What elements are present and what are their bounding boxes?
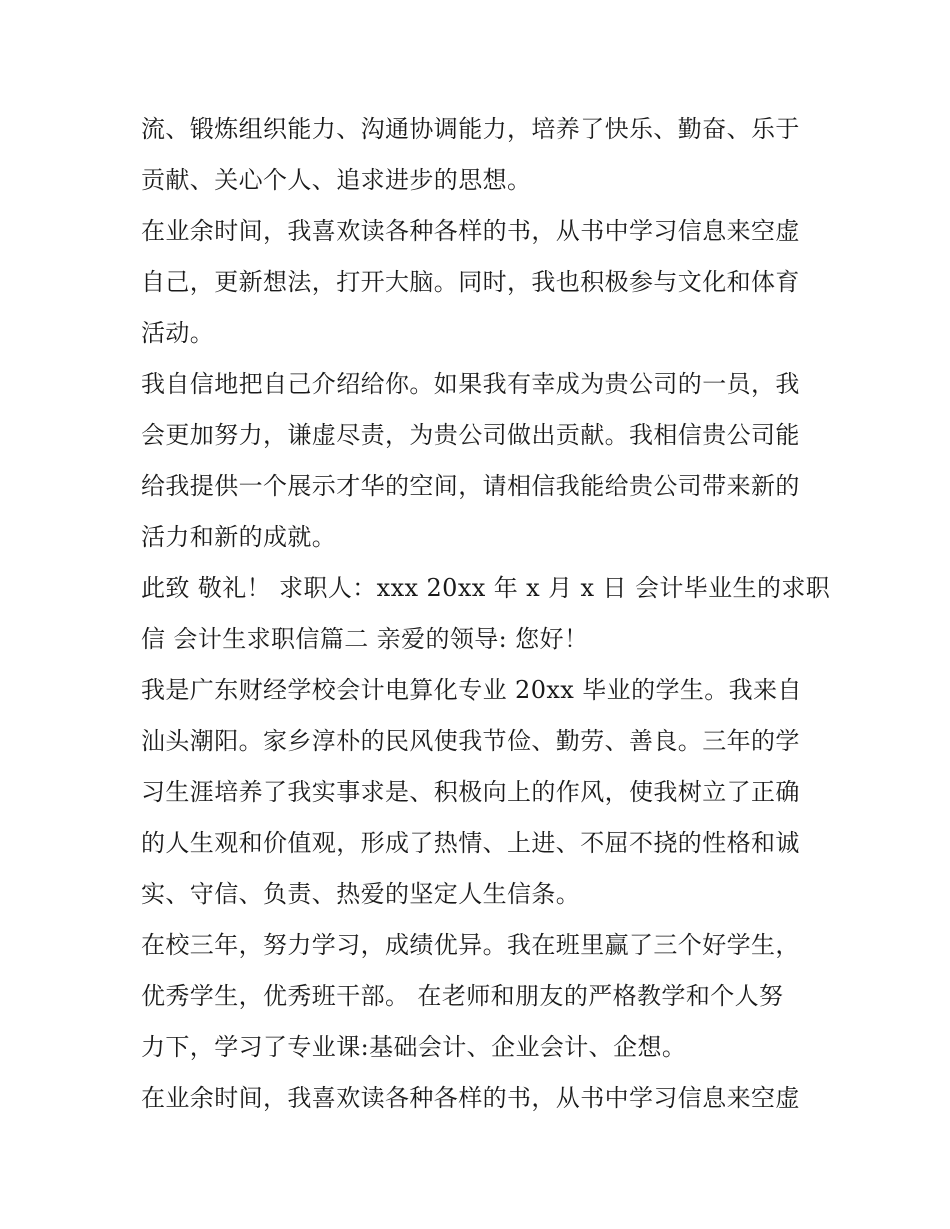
body-text	[141, 104, 831, 1124]
text-line: 自己，更新想法，打开大脑。同时，我也积极参与文化和体育	[141, 268, 800, 296]
text-line: 活动。	[141, 319, 215, 347]
text-line: 信 会计生求职信篇二 亲爱的领导: 您好！	[141, 625, 589, 653]
text-line: 我是广东财经学校会计电算化专业 20xx 毕业的学生。我来自	[141, 676, 802, 704]
text-line: 在业余时间，我喜欢读各种各样的书，从书中学习信息来空虚	[141, 1084, 800, 1112]
text-line: 的人生观和价值观，形成了热情、上进、不屈不挠的性格和诚	[141, 829, 800, 857]
text-line: 流、锻炼组织能力、沟通协调能力，培养了快乐、勤奋、乐于	[141, 115, 800, 143]
text-line: 活力和新的成就。	[141, 523, 337, 551]
text-line: 在业余时间，我喜欢读各种各样的书，从书中学习信息来空虚	[141, 217, 800, 245]
text-line: 优秀学生，优秀班干部。 在老师和朋友的严格教学和个人努	[141, 982, 784, 1010]
text-line: 汕头潮阳。家乡淳朴的民风使我节俭、勤劳、善良。三年的学	[141, 727, 800, 755]
text-line: 习生涯培养了我实事求是、积极向上的作风，使我树立了正确	[141, 778, 800, 806]
text-line: 给我提供一个展示才华的空间，请相信我能给贵公司带来新的	[141, 472, 800, 500]
text-line: 会更加努力，谦虚尽责，为贵公司做出贡献。我相信贵公司能	[141, 421, 800, 449]
text-line: 力下，学习了专业课:基础会计、企业会计、企想。	[141, 1033, 687, 1061]
text-line: 我自信地把自己介绍给你。如果我有幸成为贵公司的一员，我	[141, 370, 800, 398]
text-line: 此致 敬礼！ 求职人：xxx 20xx 年 x 月 x 日 会计毕业生的求职	[141, 574, 831, 602]
text-line: 实、守信、负责、热爱的坚定人生信条。	[141, 880, 581, 908]
text-line: 贡献、关心个人、追求进步的思想。	[141, 166, 532, 194]
text-line: 在校三年，努力学习，成绩优异。我在班里赢了三个好学生，	[141, 931, 800, 959]
